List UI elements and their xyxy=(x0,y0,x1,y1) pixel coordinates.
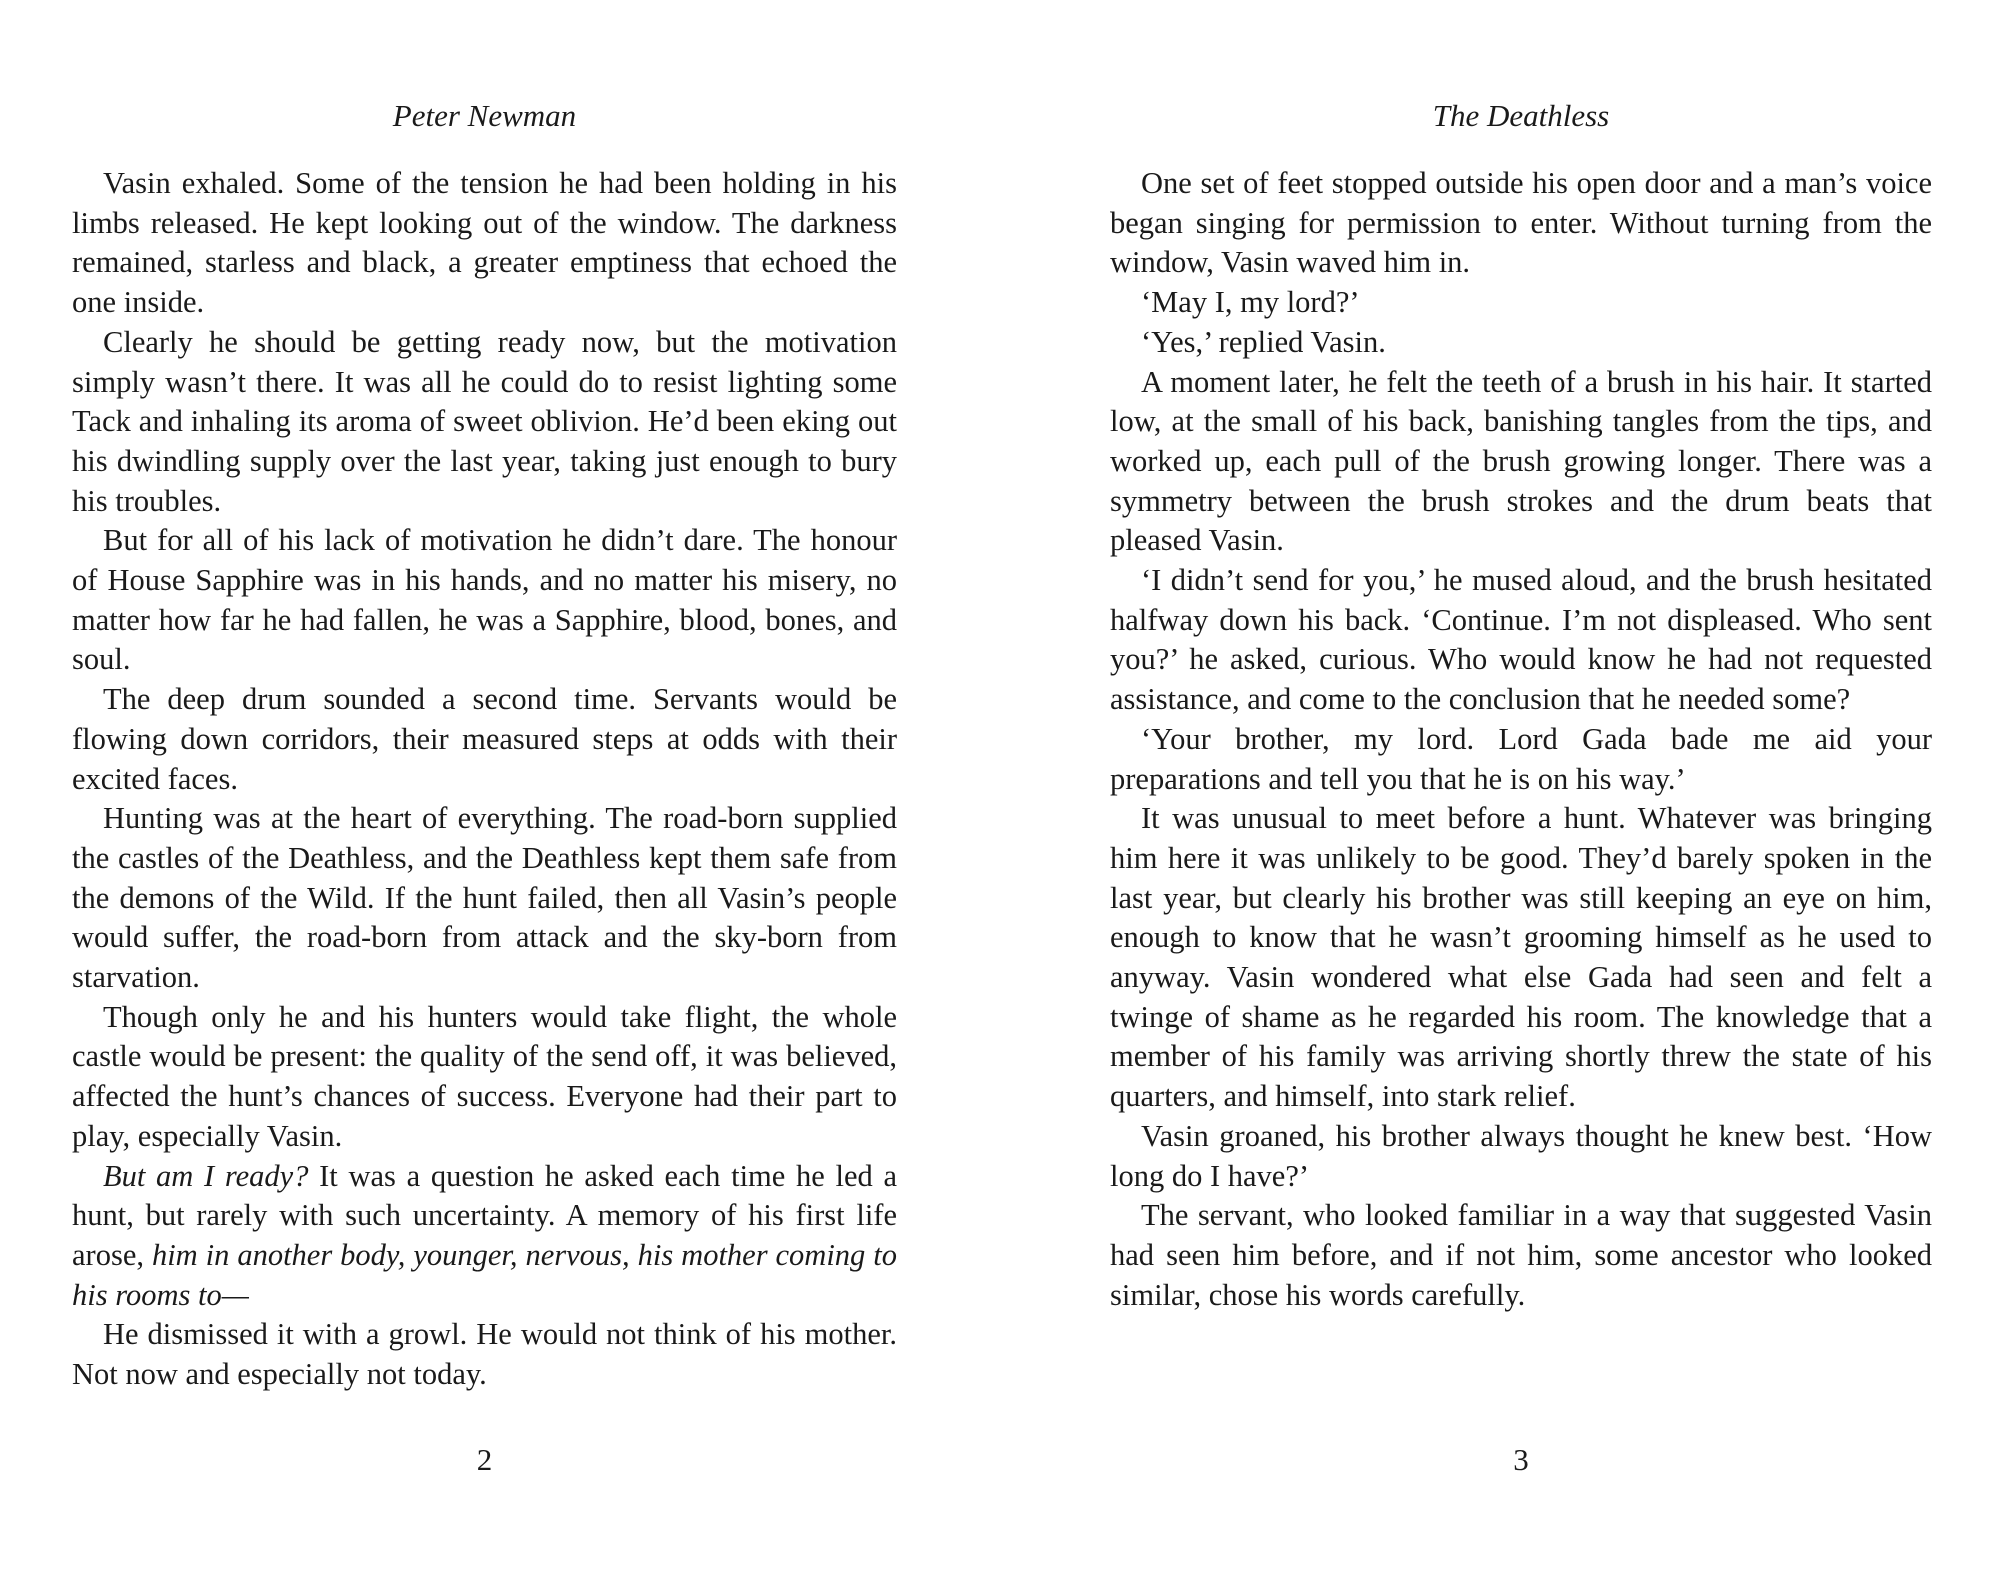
running-head-title: The Deathless xyxy=(1432,98,1610,133)
paragraph: It was unusual to meet before a hunt. Whatever was bringing him here it was unlikely to be good. They’d barely spoken in the last year, but clearly his brother was still keeping an eye on him, enough to know that he wasn’t grooming himself as he used to anyway. Vasin wondered what else Gada had seen and felt a twinge of shame as he regarded his room. The knowledge that a member of his family was arriving shortly threw the state of his quarters, and himself, into stark relief. xyxy=(1110,801,1932,1114)
paragraph: One set of feet stopped outside his open door and a man’s voice began singing for permission to enter. Without turning from the window, Vasin waved him in. xyxy=(1110,166,1932,280)
paragraph xyxy=(72,1157,897,1316)
right-page-body xyxy=(1110,164,1932,1315)
paragraph: Vasin groaned, his brother always thought he knew best. ‘How long do I have?’ xyxy=(1110,1118,1932,1193)
paragraph: But for all of his lack of motivation he didn’t dare. The honour of House Sapphire was in his hands, and no matter his misery, no matter how far he had fallen, he was a Sapphire, blood, bones, and soul. xyxy=(72,523,897,677)
paragraph: Though only he and his hunters would take flight, the whole castle would be present: the quality of the send off, it was believed, affected the hunt’s chances of success. Everyone had their part to play, especially Vasin. xyxy=(72,999,897,1153)
paragraph: ‘May I, my lord?’ xyxy=(1141,285,1360,320)
page-number: 2 xyxy=(476,1442,493,1477)
paragraph: The deep drum sounded a second time. Servants would be flowing down corridors, their measured steps at odds with their excited faces. xyxy=(72,682,897,796)
paragraph: Clearly he should be getting ready now, but the motivation simply wasn’t there. It was all he could do to resist lighting some Tack and inhaling its aroma of sweet oblivion. He’d been eking out his dwindling supply over the last year, taking just enough to bury his troubles. xyxy=(72,324,897,518)
paragraph: Hunting was at the heart of everything. The road-born supplied the castles of the Deathless, and the Deathless kept them safe from the demons of the Wild. If the hunt failed, then all Vasin’s people would suffer, the road-born from attack and the sky-born from starvation. xyxy=(72,801,897,995)
paragraph: A moment later, he felt the teeth of a brush in his hair. It started low, at the small of his back, banishing tangles from the tips, and worked up, each pull of the brush growing longer. There was a symmetry between the brush strokes and the drum beats that pleased Vasin. xyxy=(1110,364,1932,558)
left-page-body xyxy=(72,164,897,1395)
right-page xyxy=(1110,0,1932,1580)
paragraph: ‘Yes,’ replied Vasin. xyxy=(1141,324,1386,359)
paragraph-text: It was a question he asked each time he led a hunt, but rarely with such uncertainty. A memory of his first life arose, xyxy=(72,1158,897,1272)
italic-thought: But am I ready? xyxy=(103,1158,309,1193)
paragraph: ‘Your brother, my lord. Lord Gada bade me aid your preparations and tell you that he is on his way.’ xyxy=(1110,721,1932,796)
paragraph: Vasin exhaled. Some of the tension he had been holding in his limbs released. He kept looking out of the window. The darkness remained, starless and black, a greater emptiness that echoed the one inside. xyxy=(72,166,897,320)
italic-memory: him in another body, younger, nervous, his mother coming to his rooms to— xyxy=(72,1237,897,1312)
paragraph: ‘I didn’t send for you,’ he mused aloud, and the brush hesitated halfway down his back. ‘Continue. I’m not displeased. Who sent you?’ he asked, curious. Who would know he had not requested assistance, and come to the conclusion that he needed some? xyxy=(1110,563,1932,717)
page-number: 3 xyxy=(1513,1442,1529,1477)
paragraph: The servant, who looked familiar in a way that suggested Vasin had seen him before, and if not him, some ancestor who looked similar, chose his words carefully. xyxy=(1110,1198,1932,1312)
running-head-author: Peter Newman xyxy=(392,98,577,133)
paragraph: He dismissed it with a growl. He would not think of his mother. Not now and especially not today. xyxy=(72,1317,897,1392)
left-page xyxy=(72,0,897,1580)
